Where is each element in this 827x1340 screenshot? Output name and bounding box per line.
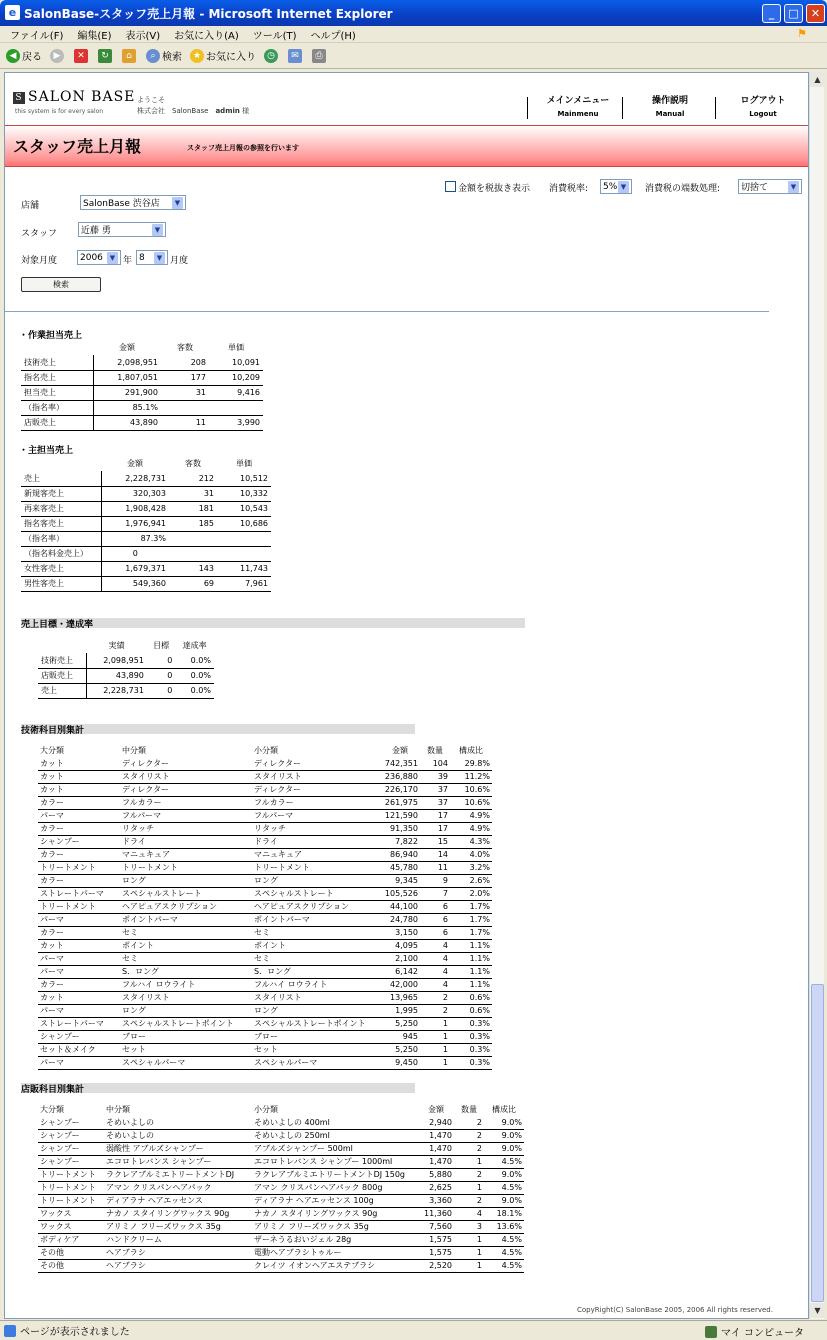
table-row: トリートメント ラクレアブルミエトリートメントDJ ラクレアブルミエトリートメントDJ 150g 5,880 2 9.0%	[40, 1170, 522, 1179]
scroll-down-icon[interactable]: ▼	[810, 1303, 825, 1318]
table-row: カラー セミ セミ 3,150 6 1.7%	[40, 928, 490, 937]
table-row: 店販売上 43,890 0 0.0%	[38, 668, 214, 683]
vertical-scrollbar[interactable]	[809, 72, 824, 1319]
work-sales-table	[21, 340, 263, 431]
stop-button[interactable]	[74, 49, 90, 63]
table-row: ストレートパーマ スペシャルストレート スペシャルストレート 105,526 7 2.0%	[40, 889, 490, 898]
logo-mark-icon: S	[13, 92, 25, 104]
table-row: パーマ フルパーマ フルパーマ 121,590 17 4.9%	[40, 811, 490, 820]
nav-logout[interactable]: ログアウト Logout	[740, 96, 786, 118]
table-row: パーマ セミ セミ 2,100 4 1.1%	[40, 954, 490, 963]
back-button[interactable]: ◀ 戻る	[6, 48, 42, 63]
forward-button[interactable]	[50, 49, 66, 63]
table-row: パーマ S．ロング S．ロング 6,142 4 1.1%	[40, 967, 490, 976]
taxrate-label: 消費税率:	[549, 184, 589, 194]
section-bar	[21, 618, 525, 628]
table-row: カット スタイリスト スタイリスト 236,880 39 11.2%	[40, 772, 490, 781]
table-row: 指名客売上 1,976,941 185 10,686	[21, 516, 271, 531]
year-suffix: 年	[123, 256, 133, 266]
page-title-bar	[5, 125, 809, 167]
staff-label: スタッフ	[21, 229, 58, 239]
table-row: トリートメント ディアラナ ヘアエッセンス ディアラナ ヘアエッセンス 100g 3,360 2 9.0%	[40, 1196, 522, 1205]
print-button[interactable]	[312, 49, 328, 63]
table-row: ボディケア ハンドクリーム ザーネうるおいジェル 28g 1,575 1 4.5%	[40, 1235, 522, 1244]
table-row: シャンプー そめいよしの そめいよしの 250ml 1,470 2 9.0%	[40, 1131, 522, 1140]
page-viewport	[4, 72, 809, 1319]
table-header-row: 金額 客数 単価	[119, 343, 244, 352]
table-header-row: 金額 客数 単価	[127, 459, 252, 468]
staff-select[interactable]: 近藤 勇 ▼	[78, 222, 166, 237]
table-row: トリートメント アマン クリスパンヘアパック アマン クリスパンヘアパック 800g 2,625 1 4.5%	[40, 1183, 522, 1192]
table-row: シャンプー 弱酸性 アブルズシャンプー アブルズシャンプー 500ml 1,470 2 9.0%	[40, 1144, 522, 1153]
retail-table	[38, 1103, 524, 1273]
home-icon: ⌂	[122, 49, 136, 63]
target-table	[38, 638, 214, 699]
menu-file[interactable]: ファイル(F)	[10, 30, 64, 42]
table-row: 新規客売上 320,303 31 10,332	[21, 486, 271, 501]
menu-tools[interactable]: ツール(T)	[252, 30, 297, 42]
browser-toolbar	[0, 43, 827, 69]
menu-favorites[interactable]: お気に入り(A)	[174, 30, 239, 42]
rounding-label: 消費税の端数処理:	[645, 184, 721, 194]
refresh-icon: ↻	[98, 49, 112, 63]
table-row: シャンプー ブロー ブロー 945 1 0.3%	[40, 1032, 490, 1041]
chevron-down-icon: ▼	[154, 252, 165, 264]
table-row: カット ディレクター ディレクター 742,351 104 29.8%	[38, 757, 492, 770]
table-row: パーマ ロング ロング 1,995 2 0.6%	[40, 1006, 490, 1015]
table-row: ワックス ナカノ スタイリングワックス 90g ナカノ スタイリングワックス 90g 11,360 4 18.1%	[40, 1209, 522, 1218]
target-title: 売上目標・達成率	[21, 620, 94, 630]
divider	[5, 311, 769, 312]
nav-separator	[622, 97, 623, 119]
search-submit-button[interactable]: 検索	[21, 277, 101, 292]
table-row: トリートメント ヘアピュアスクリプション ヘアピュアスクリプション 44,100 6 1.7%	[40, 902, 490, 911]
table-row: カラー フルカラー フルカラー 261,975 37 10.6%	[40, 798, 490, 807]
table-row: カラー ロング ロング 9,345 9 2.6%	[40, 876, 490, 885]
page-title: スタッフ売上月報	[13, 137, 142, 156]
table-row: カット スタイリスト スタイリスト 13,965 2 0.6%	[40, 993, 490, 1002]
table-row: （指名率） 85.1%	[21, 400, 263, 415]
refresh-button[interactable]	[98, 49, 114, 63]
chevron-down-icon: ▼	[788, 181, 799, 193]
main-sales-title: ・主担当売上	[19, 446, 74, 456]
zone-indicator: マイ コンピュータ	[705, 1324, 804, 1339]
back-arrow-icon: ◀	[6, 49, 20, 63]
nav-separator	[715, 97, 716, 119]
taxfree-checkbox[interactable]	[445, 181, 456, 192]
table-header-row: 実績 目標 達成率	[108, 641, 207, 650]
table-row: 売上 2,228,731 212 10,512	[21, 471, 271, 486]
logo: S SALON BASE	[13, 89, 135, 105]
scroll-up-icon[interactable]: ▲	[810, 72, 825, 87]
menu-bar	[0, 26, 827, 43]
table-row: カット ディレクター ディレクター 226,170 37 10.6%	[40, 785, 490, 794]
chevron-down-icon: ▼	[618, 181, 629, 193]
minimize-button[interactable]: _	[762, 4, 781, 23]
table-row: その他 ヘアブラシ クレイツ イオンヘアエステブラシ 2,520 1 4.5%	[40, 1261, 522, 1270]
store-select[interactable]: SalonBase 渋谷店 ▼	[80, 195, 186, 210]
retail-title: 店販科目別集計	[21, 1085, 85, 1095]
chevron-down-icon: ▼	[172, 197, 183, 209]
table-row: カラー リタッチ リタッチ 91,350 17 4.9%	[40, 824, 490, 833]
table-row: 再来客売上 1,908,428 181 10,543	[21, 501, 271, 516]
table-row: セット＆メイク セット セット 5,250 1 0.3%	[40, 1045, 490, 1054]
table-row: 売上 2,228,731 0 0.0%	[38, 683, 214, 698]
chevron-down-icon: ▼	[152, 224, 163, 236]
tech-title: 技術科目別集計	[21, 726, 85, 736]
table-row: シャンプー そめいよしの そめいよしの 400ml 2,940 2 9.0%	[38, 1116, 524, 1129]
taxfree-label: 金額を税抜き表示	[458, 184, 531, 194]
table-header-row: 大分類 中分類 小分類 金額 数量 構成比	[40, 1105, 516, 1114]
windows-logo-icon: ⚑	[797, 27, 807, 40]
close-button[interactable]: ✕	[806, 4, 825, 23]
menu-edit[interactable]: 編集(E)	[77, 30, 112, 42]
window-titlebar	[0, 0, 827, 26]
history-button[interactable]	[264, 49, 280, 63]
favorites-button[interactable]: ★ お気に入り	[190, 48, 256, 63]
table-row: その他 ヘアブラシ 電動ヘアブラシトゥルー 1,575 1 4.5%	[40, 1248, 522, 1257]
menu-help[interactable]: ヘルプ(H)	[310, 30, 356, 42]
taxrate-select[interactable]: 5% ▼	[600, 179, 632, 194]
month-label: 対象月度	[21, 256, 58, 266]
history-icon: ◷	[264, 49, 278, 63]
table-row: トリートメント トリートメント トリートメント 45,780 11 3.2%	[40, 863, 490, 872]
print-icon: ⎙	[312, 49, 326, 63]
status-bar	[0, 1320, 827, 1340]
window-title: SalonBase-スタッフ売上月報 - Microsoft Internet Explorer	[24, 6, 393, 21]
home-button[interactable]	[122, 49, 138, 63]
ie-icon: e	[5, 5, 20, 20]
main-sales-table	[21, 456, 271, 592]
table-row: シャンプー ドライ ドライ 7,822 15 4.3%	[40, 837, 490, 846]
table-row: カラー フルハイ ロウライト フルハイ ロウライト 42,000 4 1.1%	[40, 980, 490, 989]
table-row: パーマ スペシャルパーマ スペシャルパーマ 9,450 1 0.3%	[40, 1058, 490, 1067]
tech-table	[38, 744, 492, 1070]
table-row: （指名料金売上） 0	[21, 546, 271, 561]
nav-mainmenu[interactable]: メインメニュー Mainmenu	[546, 96, 610, 118]
table-row: ワックス アリミノ フリーズワックス 35g アリミノ フリーズワックス 35g 7,560 3 13.6%	[40, 1222, 522, 1231]
table-row: シャンプー エコロトレバンス シャンプー エコロトレバンス シャンプー 1000ml 1,470 1 4.5%	[40, 1157, 522, 1166]
month-suffix: 月度	[170, 256, 189, 266]
forward-arrow-icon: ▶	[50, 49, 64, 63]
star-icon: ★	[190, 49, 204, 63]
table-header-row: 大分類 中分類 小分類 金額 数量 構成比	[40, 746, 483, 755]
search-icon: ⌕	[146, 49, 160, 63]
table-row: ストレートパーマ スペシャルストレートポイント スペシャルストレートポイント 5,250 1 0.3%	[40, 1019, 490, 1028]
logo-tagline: this system is for every salon	[15, 108, 104, 115]
rounding-select[interactable]: 切捨て ▼	[738, 179, 802, 194]
computer-icon	[705, 1326, 717, 1338]
table-row: 指名売上 1,807,051 177 10,209	[21, 370, 263, 385]
chevron-down-icon: ▼	[107, 252, 118, 264]
maximize-button[interactable]: □	[784, 4, 803, 23]
work-sales-title: ・作業担当売上	[19, 331, 83, 341]
page-subtitle: スタッフ売上月報の参照を行います	[187, 144, 299, 152]
scroll-thumb[interactable]	[811, 984, 824, 1302]
year-select[interactable]: 2006 ▼	[77, 250, 121, 265]
search-button[interactable]: ⌕ 検索	[146, 48, 182, 63]
mail-icon: ✉	[288, 49, 302, 63]
copyright: CopyRight(C) SalonBase 2005, 2006 All rights reserved.	[577, 1306, 773, 1314]
table-row: 女性客売上 1,679,371 143 11,743	[21, 561, 271, 576]
table-row: 技術売上 2,098,951 208 10,091	[21, 355, 263, 370]
table-row: 男性客売上 549,360 69 7,961	[21, 576, 271, 591]
nav-manual[interactable]: 操作説明 Manual	[651, 96, 688, 118]
table-row: カラー マニュキュア マニュキュア 86,940 14 4.0%	[40, 850, 490, 859]
table-row: 技術売上 2,098,951 0 0.0%	[38, 653, 214, 668]
table-row: パーマ ポイントパーマ ポイントパーマ 24,780 6 1.7%	[40, 915, 490, 924]
table-row: （指名率） 87.3%	[21, 531, 271, 546]
stop-icon: ✕	[74, 49, 88, 63]
page-done-icon	[4, 1325, 16, 1337]
table-row: カット ポイント ポイント 4,095 4 1.1%	[40, 941, 490, 950]
status-text: ページが表示されました	[20, 1327, 130, 1338]
store-label: 店舗	[21, 201, 40, 211]
nav-separator	[527, 97, 528, 119]
menu-view[interactable]: 表示(V)	[125, 30, 161, 42]
welcome-text: ようこそ 株式会社 SalonBase admin 様	[137, 96, 250, 115]
month-select[interactable]: 8 ▼	[136, 250, 168, 265]
mail-button[interactable]	[288, 49, 304, 63]
table-row: 店販売上 43,890 11 3,990	[21, 415, 263, 430]
table-row: 担当売上 291,900 31 9,416	[21, 385, 263, 400]
